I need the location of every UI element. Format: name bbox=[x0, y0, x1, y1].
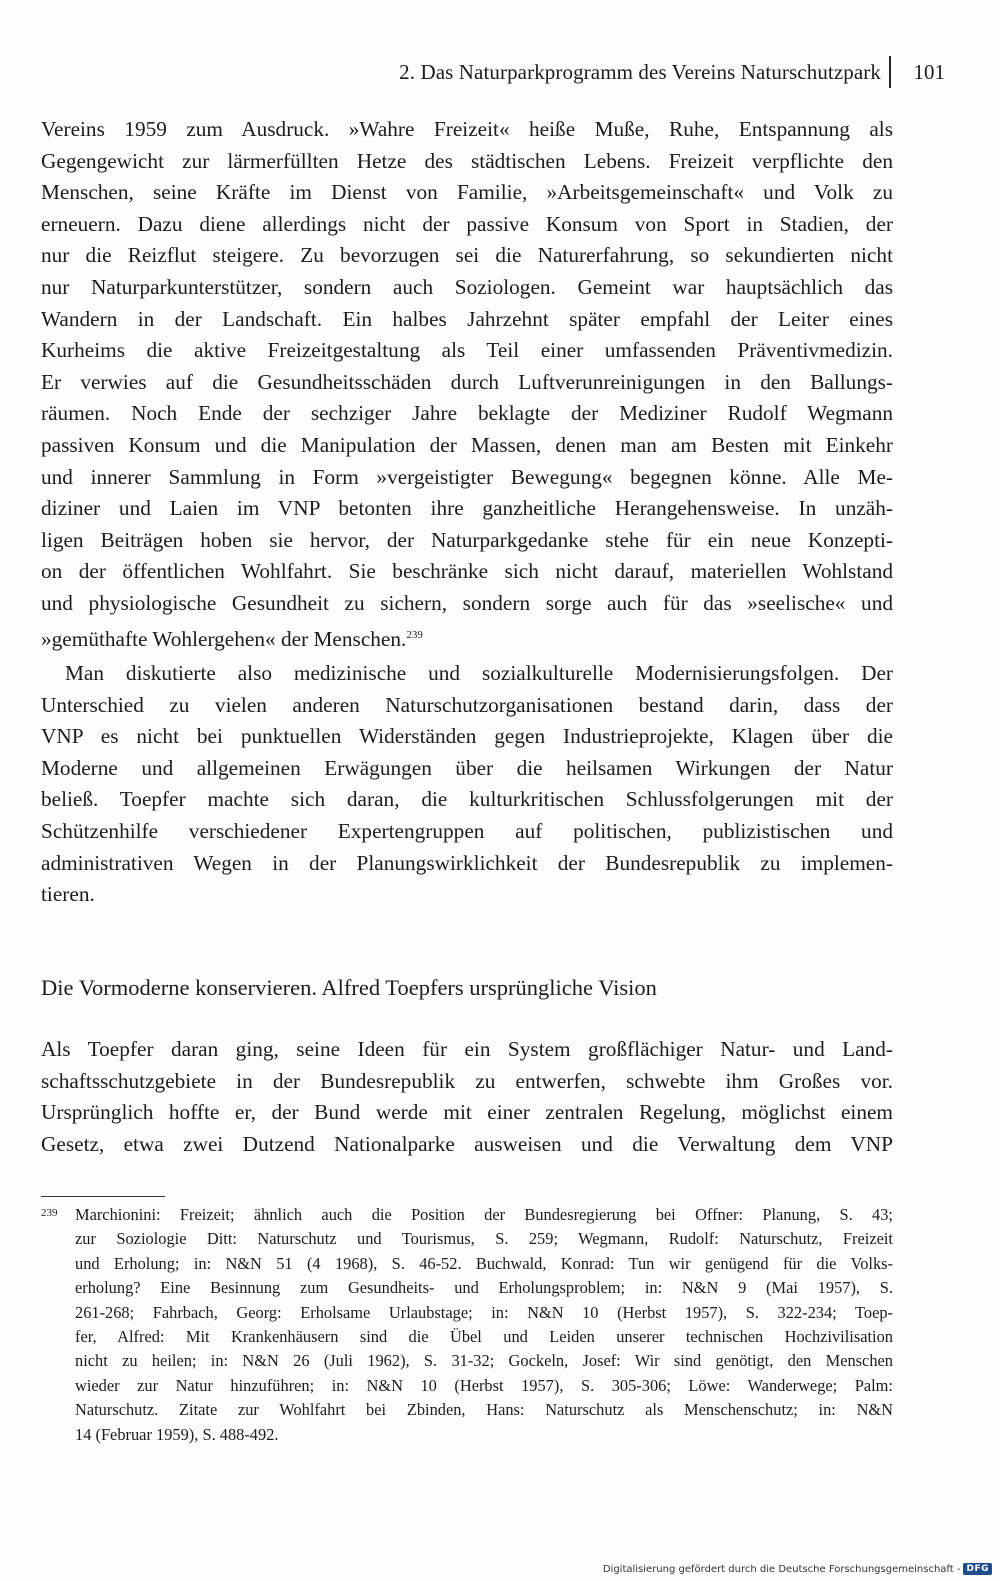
text-line: schaftsschutzgebiete in der Bundesrepublik zu entwerfen, schwebte ihm Großes vor. bbox=[41, 1068, 893, 1093]
footnote-line: 14 (Februar 1959), S. 488-492. bbox=[75, 1424, 279, 1444]
footnote-line: nicht zu heilen; in: N&N 26 (Juli 1962), S. 31-32; Gockeln, Josef: Wir sind genötigt, den Menschen bbox=[75, 1351, 893, 1371]
footnote-reference[interactable]: 239 bbox=[406, 628, 423, 641]
chapter-title: 2. Das Naturparkprogramm des Vereins Naturschutzpark bbox=[399, 60, 881, 84]
text-line: administrativen Wegen in der Planungswirklichkeit der Bundesrepublik zu implemen- bbox=[41, 850, 893, 875]
footer-text: Digitalisierung gefördert durch die Deutsche Forschungsgemeinschaft - bbox=[602, 1563, 961, 1575]
text-line: nur die Reizflut steigere. Zu bevorzugen sei die Naturerfahrung, so sekundierten nicht bbox=[41, 243, 893, 268]
text-line: Gesetz, etwa zwei Dutzend Nationalparke ausweisen und die Verwaltung dem VNP bbox=[41, 1131, 893, 1156]
text-line: Menschen, seine Kräfte im Dienst von Familie, »Arbeitsgemeinschaft« und Volk zu bbox=[41, 180, 893, 205]
paragraph-1 bbox=[41, 114, 893, 651]
footnote-number: 239 bbox=[41, 1207, 58, 1219]
text-line: Vereins 1959 zum Ausdruck. »Wahre Freizeit« heiße Muße, Ruhe, Entspannung als bbox=[41, 117, 893, 141]
text-line: beließ. Toepfer machte sich daran, die kulturkritischen Schlussfolgerungen mit der bbox=[41, 787, 893, 812]
footnote-divider bbox=[41, 1196, 165, 1197]
text-line: und innerer Sammlung in Form »vergeistigter Bewegung« begegnen könne. Alle Me- bbox=[41, 464, 893, 489]
text-line: Als Toepfer daran ging, seine Ideen für ein System großflächiger Natur- und Land- bbox=[41, 1037, 893, 1061]
header-divider bbox=[889, 56, 891, 88]
text-line: VNP es nicht bei punktuellen Widerständen gegen Industrieprojekte, Klagen über die bbox=[41, 724, 893, 749]
text-line: Er verwies auf die Gesundheitsschäden durch Luftverunreinigungen in den Ballungs- bbox=[41, 369, 893, 394]
text-line: Gegengewicht zur lärmerfüllten Hetze des städtischen Lebens. Freizeit verpflichte den bbox=[41, 148, 893, 173]
text-line: diziner und Laien im VNP betonten ihre ganzheitliche Herangehensweise. In unzäh- bbox=[41, 496, 893, 521]
text-line: Man diskutierte also medizinische und sozialkulturelle Modernisierungsfolgen. Der bbox=[65, 661, 893, 685]
text-line: Moderne und allgemeinen Erwägungen über die heilsamen Wirkungen der Natur bbox=[41, 755, 893, 780]
footnote-line: zur Soziologie Ditt: Naturschutz und Tourismus, S. 259; Wegmann, Rudolf: Naturschutz, Freizeit bbox=[75, 1229, 893, 1249]
text-line: erneuern. Dazu diene allerdings nicht der passive Konsum von Sport in Stadien, der bbox=[41, 211, 893, 236]
footnote-line: 261-268; Fahrbach, Georg: Erholsame Urlaubstage; in: N&N 10 (Herbst 1957), S. 322-234; Toep- bbox=[75, 1302, 893, 1322]
text-line-end: »gemüthafte Wohlergehen« der Menschen. bbox=[41, 626, 407, 651]
text-line: Unterschied zu vielen anderen Naturschutzorganisationen bestand darin, dass der bbox=[41, 692, 893, 717]
text-line: ligen Beiträgen hoben sie hervor, der Naturparkgedanke stehe für ein neue Konzepti- bbox=[41, 527, 893, 552]
text-line: Schützenhilfe verschiedener Expertengruppen auf politischen, publizistischen und bbox=[41, 818, 893, 843]
text-line: tieren. bbox=[41, 882, 95, 907]
text-line: Kurheims die aktive Freizeitgestaltung als Teil einer umfassenden Präventivmedizin. bbox=[41, 338, 893, 363]
digitization-footer bbox=[603, 1563, 992, 1575]
dfg-logo: DFG bbox=[963, 1563, 992, 1575]
running-head bbox=[0, 56, 945, 90]
text-line: Wandern in der Landschaft. Ein halbes Jahrzehnt später empfahl der Leiter eines bbox=[41, 306, 893, 331]
text-line: räumen. Noch Ende der sechziger Jahre beklagte der Mediziner Rudolf Wegmann bbox=[41, 401, 893, 426]
text-line: on der öffentlichen Wohlfahrt. Sie beschränke sich nicht darauf, materiellen Wohlstand bbox=[41, 559, 893, 584]
text-line: Ursprünglich hoffte er, der Bund werde mit einer zentralen Regelung, möglichst einem bbox=[41, 1100, 893, 1125]
section-heading: Die Vormoderne konservieren. Alfred Toepfers ursprüngliche Vision bbox=[41, 975, 657, 1000]
footnote-line: wieder zur Natur hinzuführen; in: N&N 10 (Herbst 1957), S. 305-306; Löwe: Wanderwege; Palm: bbox=[75, 1375, 893, 1395]
text-line: und physiologische Gesundheit zu sichern, sondern sorge auch für das »seelische« und bbox=[41, 590, 893, 615]
paragraph-2 bbox=[41, 658, 893, 911]
footnote-line: fer, Alfred: Mit Krankenhäusern sind die Übel und Leiden unserer technischen Hochzivilisation bbox=[75, 1326, 893, 1346]
footnote-line: Naturschutz. Zitate zur Wohlfahrt bei Zbinden, Hans: Naturschutz als Menschenschutz; in: N&N bbox=[75, 1400, 893, 1420]
footnote-line: Marchionini: Freizeit; ähnlich auch die Position der Bundesregierung bei Offner: Planung, S. 43; bbox=[75, 1205, 893, 1224]
footnote-line: und Erholung; in: N&N 51 (4 1968), S. 46-52. Buchwald, Konrad: Tun wir genügend für die Volks- bbox=[75, 1253, 893, 1273]
page-number: 101 bbox=[913, 60, 945, 84]
text-line: passiven Konsum und die Manipulation der Massen, denen man am Besten mit Einkehr bbox=[41, 432, 893, 457]
footnote-line: erholung? Eine Besinnung zum Gesundheits- und Erholungsproblem; in: N&N 9 (Mai 1957), S. bbox=[75, 1278, 893, 1298]
paragraph-3 bbox=[41, 1034, 893, 1160]
footnote-239 bbox=[41, 1203, 893, 1447]
text-line: nur Naturparkunterstützer, sondern auch Soziologen. Gemeint war hauptsächlich das bbox=[41, 274, 893, 299]
text-line bbox=[41, 620, 893, 652]
